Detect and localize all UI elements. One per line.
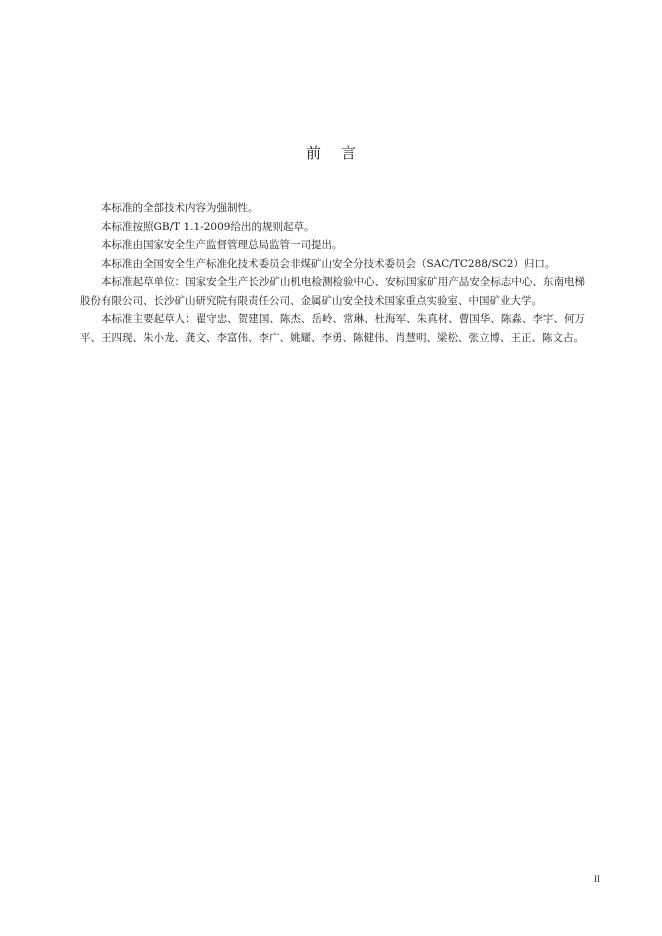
paragraph-drafting-units: 本标准起草单位：国家安全生产长沙矿山机电检测检验中心、安标国家矿用产品安全标志中心、东南电梯股份有限公司、长沙矿山研究院有限责任公司、金属矿山安全技术国家重点实验室、中国矿业大学。 xyxy=(80,276,585,307)
foreword-body xyxy=(80,199,585,347)
paragraph-drafting-rules: 本标准按照GB/T 1.1-2009给出的规则起草。 xyxy=(101,220,315,233)
paragraph-committee: 本标准由全国安全生产标准化技术委员会非煤矿山安全分技术委员会（SAC/TC288/SC2）归口。 xyxy=(101,257,556,270)
paragraph-proposer: 本标准由国家安全生产监督管理总局监管一司提出。 xyxy=(101,239,343,251)
paragraph-drafters: 本标准主要起草人：翟守忠、贺建国、陈杰、岳岭、常琳、杜海军、朱真材、曹国华、陈淼、李宇、何万平、王四现、朱小龙、龚文、李富伟、李广、姚耀、李勇、陈健伟、肖慧明、梁松、张立博、王正、陈文占。 xyxy=(80,313,585,344)
page-number: II xyxy=(594,874,600,884)
paragraph-mandatory: 本标准的全部技术内容为强制性。 xyxy=(101,202,259,214)
page-title: 前言 xyxy=(305,144,376,162)
